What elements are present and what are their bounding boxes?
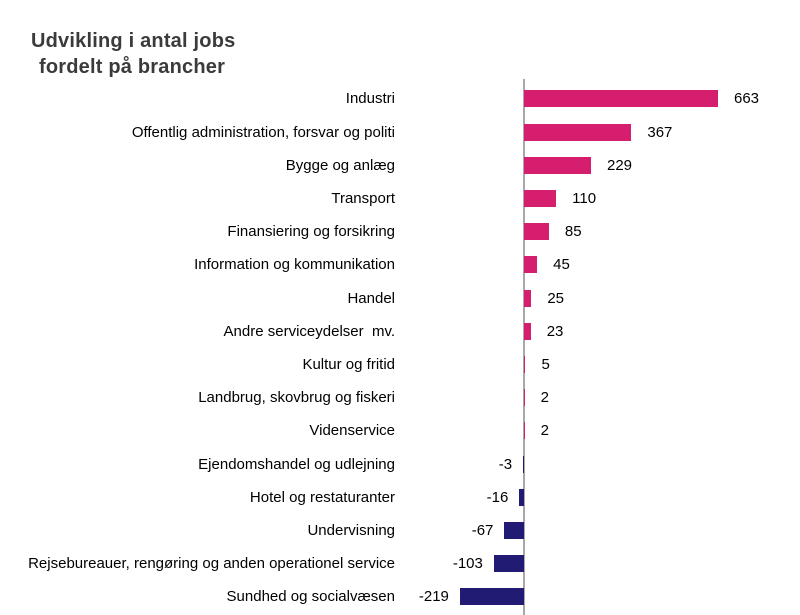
bar-negative (519, 489, 524, 506)
chart-row (0, 282, 800, 315)
bar-positive (524, 223, 549, 240)
chart-row (0, 514, 800, 547)
bar-positive (524, 124, 631, 141)
chart-row (0, 547, 800, 580)
value-label: -67 (471, 522, 494, 539)
value-label: 23 (546, 322, 564, 340)
value-label: -3 (498, 455, 513, 473)
value-label: 663 (733, 90, 760, 108)
chart-row (0, 248, 800, 281)
category-label: Bygge og anlæg (285, 156, 395, 174)
bar-positive (524, 323, 531, 340)
bar-positive (524, 389, 525, 406)
bar-positive (524, 90, 718, 107)
bar-positive (524, 290, 531, 307)
category-label: Videnservice (309, 422, 395, 440)
category-label: Ejendomshandel og udlejning (198, 455, 395, 473)
bar-negative (523, 456, 524, 473)
value-label: 25 (547, 289, 564, 307)
bar-negative (504, 522, 524, 539)
bar-negative (494, 555, 524, 572)
chart-row (0, 82, 800, 115)
value-label: 110 (572, 190, 597, 207)
bar-negative (460, 588, 524, 605)
category-label: Handel (347, 289, 395, 307)
chart-row (0, 215, 800, 248)
category-label: Sundhed og socialvæsen (226, 588, 395, 606)
chart-row (0, 149, 800, 182)
bar-positive (524, 157, 591, 174)
value-label: 85 (564, 223, 582, 241)
chart-title-line1: Udvikling i antal jobs (31, 30, 236, 52)
value-label: 5 (541, 356, 550, 373)
value-label: -103 (452, 555, 483, 573)
value-label: 45 (553, 256, 570, 274)
value-label: -219 (418, 588, 449, 606)
bar-positive (524, 422, 525, 439)
value-label: -16 (486, 488, 509, 506)
chart-row (0, 481, 800, 514)
chart-row (0, 116, 800, 149)
bar-positive (524, 256, 537, 273)
category-label: Offentlig administration, forsvar og politi (131, 123, 395, 141)
value-label: 2 (540, 422, 549, 440)
category-label: Industri (345, 90, 395, 108)
category-label: Rejsebureauer, rengøring og anden operationel service (28, 555, 395, 573)
category-label: Transport (331, 190, 395, 207)
chart-row (0, 348, 800, 381)
category-label: Kultur og fritid (302, 356, 395, 373)
value-label: 229 (607, 156, 633, 174)
category-label: Hotel og restaturanter (249, 488, 395, 506)
chart-row (0, 580, 800, 613)
category-label: Landbrug, skovbrug og fiskeri (198, 389, 395, 407)
chart-title-line2: fordelt på brancher (39, 56, 226, 78)
chart-row (0, 448, 800, 481)
chart-row (0, 182, 800, 215)
value-label: 367 (647, 123, 673, 141)
bar-positive (524, 190, 556, 207)
category-label: Andre serviceydelser mv. (223, 322, 395, 340)
category-label: Information og kommunikation (194, 256, 395, 274)
value-label: 2 (540, 389, 549, 407)
category-label: Undervisning (307, 522, 395, 539)
chart-row (0, 315, 800, 348)
bar-positive (524, 356, 525, 373)
chart-row (0, 381, 800, 414)
chart-row (0, 414, 800, 447)
category-label: Finansiering og forsikring (227, 223, 395, 241)
